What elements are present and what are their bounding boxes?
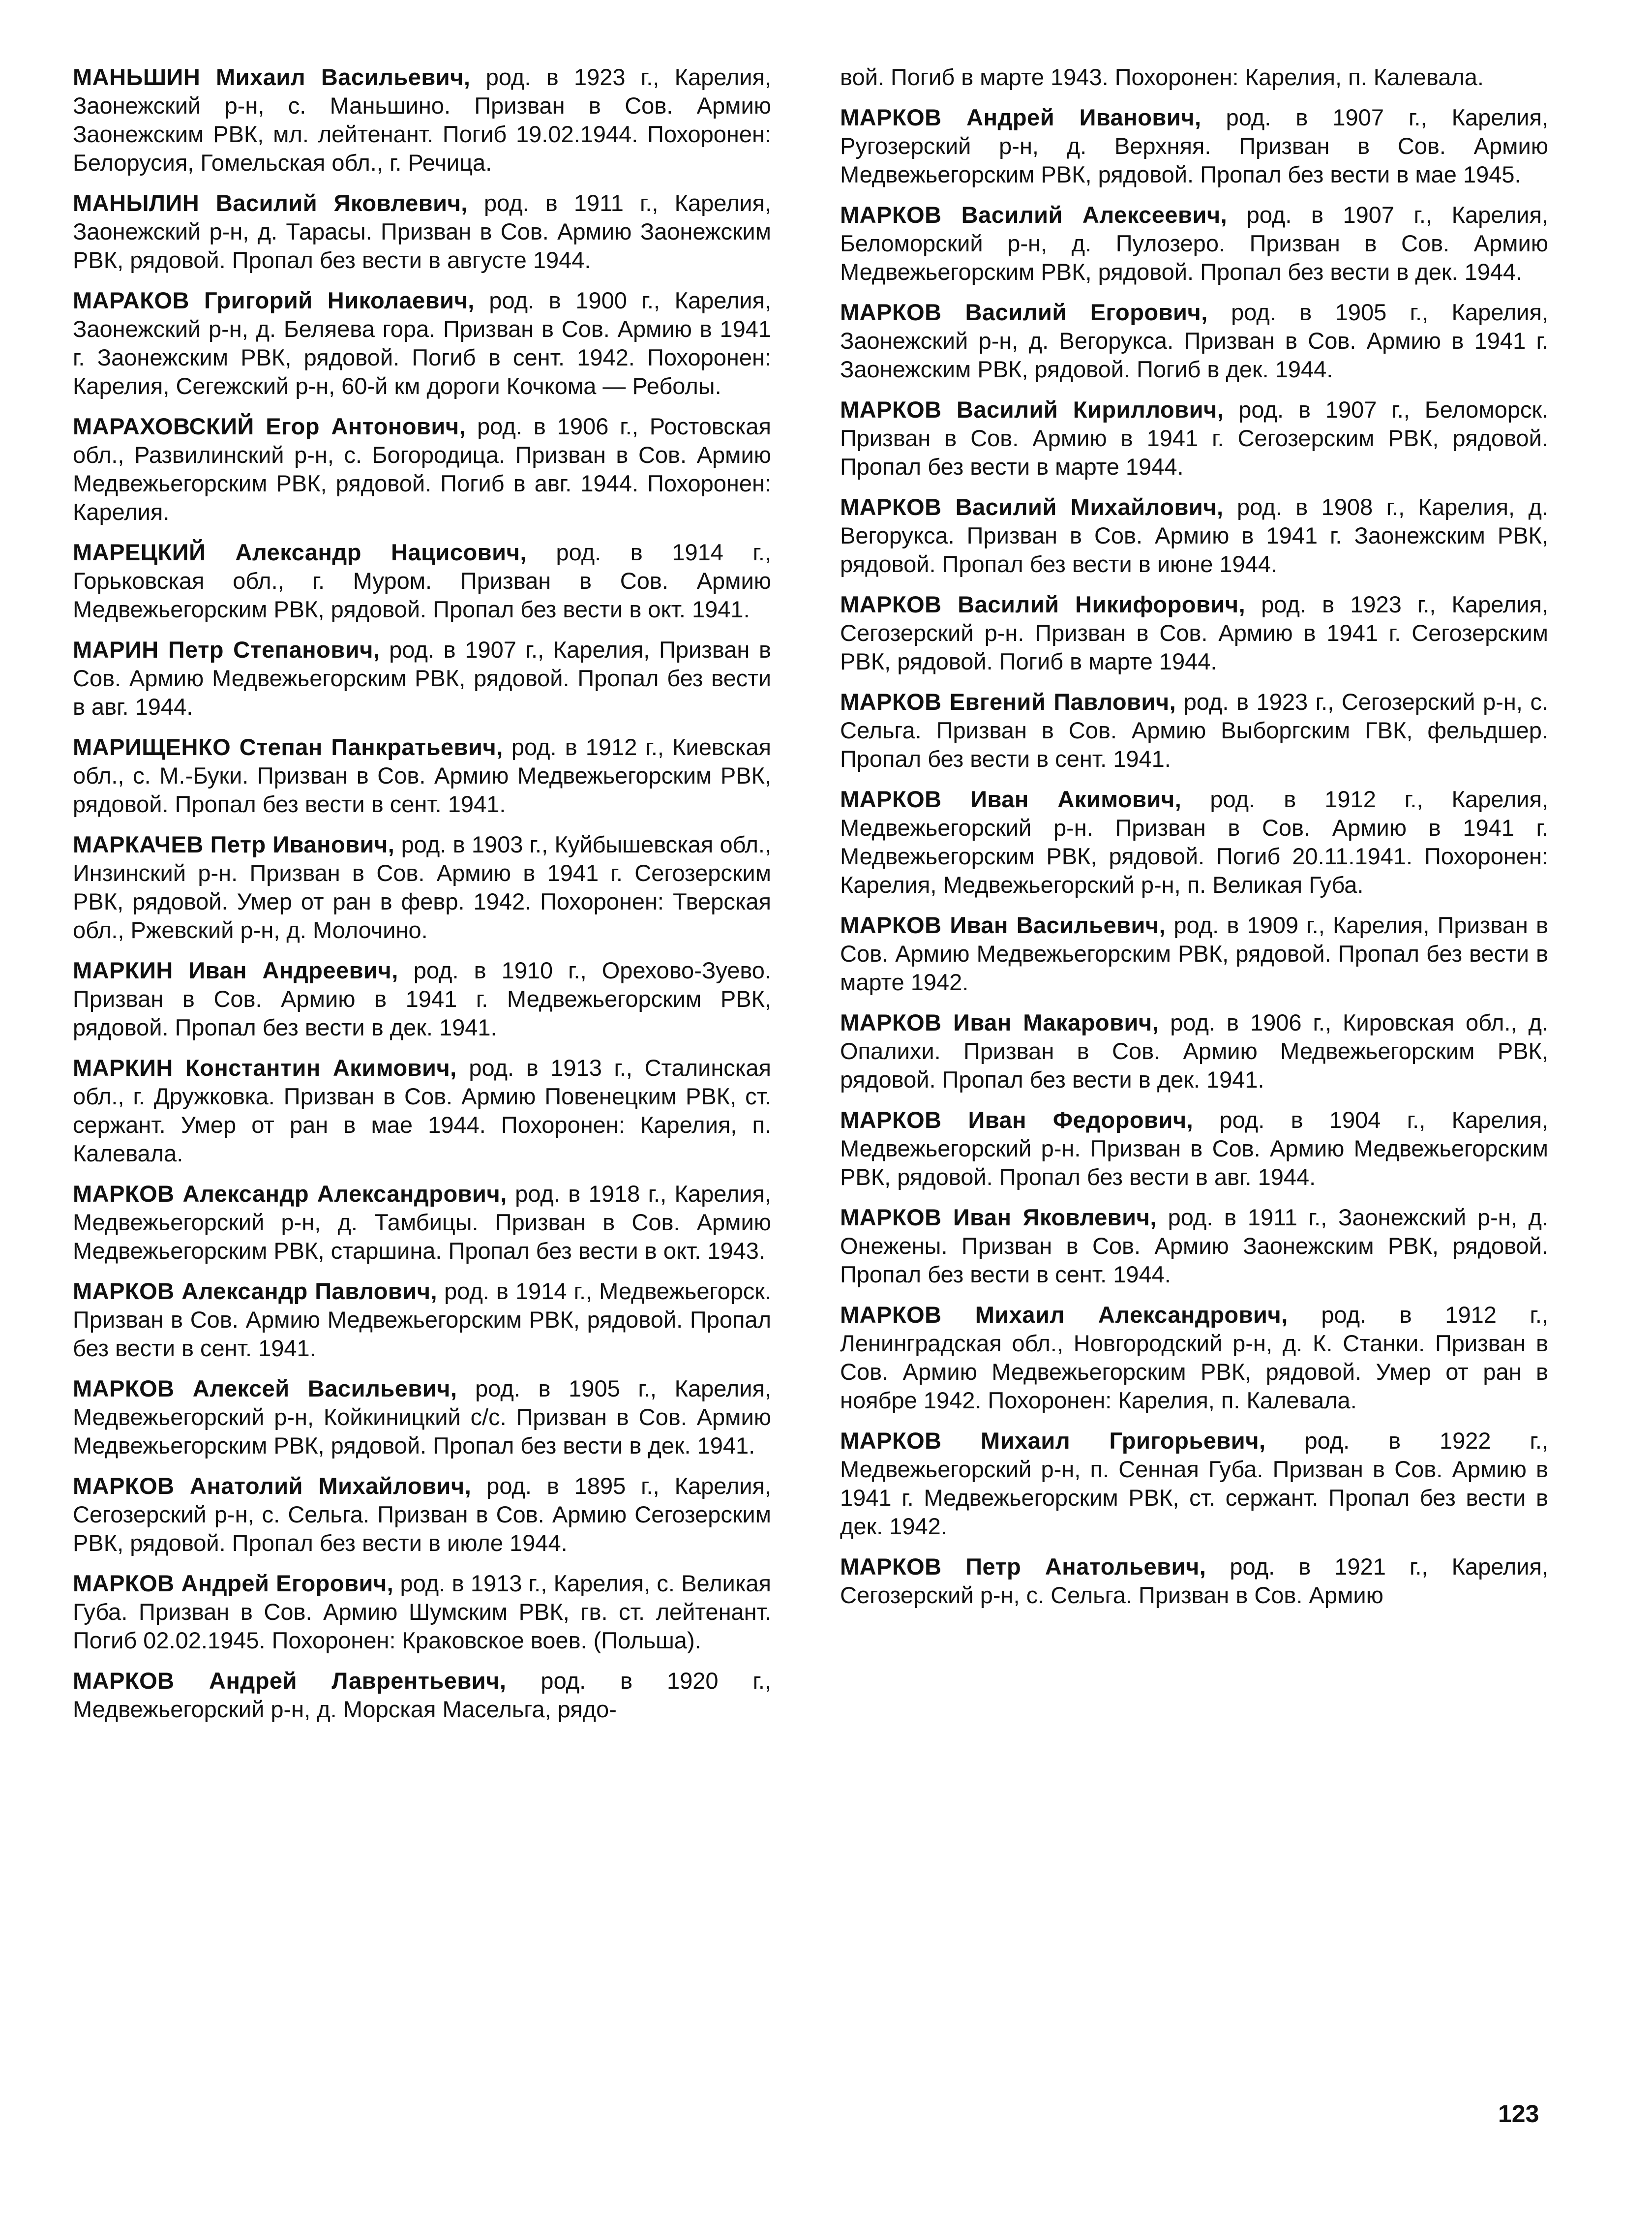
entry-text: род. в 1912 г., Ленинградская обл., Новгородский р-н, д. К. Станки. Призван в Сов. Армию Медвежьегорским РВК, рядовой. Умер от ран в ноябре 1942. Похоронен: Карелия, п. Калевала. (840, 1302, 1548, 1413)
entry-text: род. в 1909 г., Карелия, Призван в Сов. Армию Медвежьегорским РВК, рядовой. Пропал без вести в марте 1942. (840, 912, 1548, 995)
entry-text: род. в 1923 г., Карелия, Заонежский р-н, с. Маньшино. Призван в Сов. Армию Заонежским РВК, мл. лейтенант. Погиб 19.02.1944. Похоронен: Белорусия, Гомельская обл., г. Речица. (73, 64, 771, 176)
entry-text: вой. Погиб в марте 1943. Похоронен: Карелия, п. Калевала. (840, 64, 1484, 90)
entry-14 (73, 1569, 771, 1655)
entry-7 (73, 830, 771, 944)
entry-text: род. в 1903 г., Куйбышевская обл., Инзинский р-н. Призван в Сов. Армию в 1941 г. Сегозерским РВК, рядовой. Умер от ран в февр. 1942. Похоронен: Тверская обл., Ржевский р-н, д. Молочино. (73, 831, 772, 943)
entry-text: род. в 1907 г., Карелия, Беломорский р-н, д. Пулозеро. Призван в Сов. Армию Медвежьегорским РВК, рядовой. Пропал без вести в дек. 1944. (840, 202, 1548, 285)
entry-text: род. в 1907 г., Карелия, Ругозерский р-н, д. Верхняя. Призван в Сов. Армию Медвежьегорским РВК, рядовой. Пропал без вести в мае 1945. (840, 104, 1548, 187)
entry-name: МАРКОВ Андрей Лаврентьевич, (73, 1668, 507, 1694)
entry-name: МАРЕЦКИЙ Александр Нацисович, (73, 539, 527, 565)
entry-name: МАРКОВ Александр Александрович, (73, 1181, 507, 1207)
entry-30 (840, 1552, 1548, 1610)
entry-21 (840, 590, 1548, 676)
entry-19 (840, 395, 1548, 481)
entry-9 (73, 1054, 771, 1168)
entry-name: МАРКОВ Александр Павлович, (73, 1278, 438, 1304)
entry-13 (73, 1472, 771, 1557)
entry-name: МАРИН Петр Степанович, (73, 637, 380, 663)
entry-text: род. в 1914 г., Горьковская обл., г. Муром. Призван в Сов. Армию Медвежьегорским РВК, рядовой. Пропал без вести в окт. 1941. (73, 539, 771, 622)
entry-29 (840, 1427, 1548, 1541)
entry-23 (840, 785, 1548, 899)
entry-0 (73, 63, 771, 177)
entry-22 (840, 688, 1548, 773)
entry-3 (73, 412, 771, 526)
left-column (73, 63, 771, 1735)
entry-name: МАРКОВ Михаил Александрович, (840, 1302, 1288, 1328)
entry-text: род. в 1911 г., Карелия, Заонежский р-н, д. Тарасы. Призван в Сов. Армию Заонежским РВК, рядовой. Пропал без вести в августе 1944. (73, 190, 772, 273)
entry-text: род. в 1908 г., Карелия, д. Вегорукса. Призван в Сов. Армию в 1941 г. Заонежским РВК, рядовой. Пропал без вести в июне 1944. (840, 494, 1549, 577)
entry-17 (840, 201, 1548, 286)
entry-text: род. в 1907 г., Беломорск. Призван в Сов. Армию в 1941 г. Сегозерским РВК, рядовой. Пропал без вести в марте 1944. (840, 396, 1548, 480)
entry-8 (73, 956, 771, 1042)
entry-continuation (840, 63, 1548, 91)
entry-text: род. в 1904 г., Карелия, Медвежьегорский р-н. Призван в Сов. Армию Медвежьегорским РВК, рядовой. Пропал без вести в авг. 1944. (840, 1107, 1548, 1190)
entry-name: МАРКОВ Анатолий Михайлович, (73, 1473, 472, 1499)
entry-text: род. в 1912 г., Киевская обл., с. М.-Буки. Призван в Сов. Армию Медвежьегорским РВК, рядовой. Пропал без вести в сент. 1941. (73, 734, 771, 817)
entry-20 (840, 493, 1548, 578)
entry-name: МАНЬШИН Михаил Васильевич, (73, 64, 471, 90)
entry-text: род. в 1905 г., Карелия, Медвежьегорский р-н, Койкиницкий с/с. Призван в Сов. Армию Медвежьегорским РВК, рядовой. Пропал без вести в дек. 1941. (73, 1375, 771, 1459)
entry-name: МАРКОВ Иван Макарович, (840, 1009, 1159, 1035)
entry-name: МАРКОВ Евгений Павлович, (840, 689, 1176, 715)
entry-name: МАРКОВ Иван Васильевич, (840, 912, 1166, 938)
entry-1 (73, 189, 771, 274)
entry-name: МАРИЩЕНКО Степан Панкратьевич, (73, 734, 503, 760)
entry-text: род. в 1905 г., Карелия, Заонежский р-н, д. Вегорукса. Призван в Сов. Армию в 1941 г. Заонежским РВК, рядовой. Погиб в дек. 1944. (840, 299, 1548, 382)
entry-name: МАРКОВ Михаил Григорьевич, (840, 1428, 1266, 1454)
entry-name: МАРКОВ Петр Анатольевич, (840, 1553, 1206, 1580)
entry-26 (840, 1106, 1548, 1191)
entry-4 (73, 538, 771, 624)
entry-name: МАРКОВ Василий Никифорович, (840, 591, 1246, 617)
entry-text: род. в 1923 г., Сегозерский р-н, с. Сельга. Призван в Сов. Армию Выборгским ГВК, фельдшер. Пропал без вести в сент. 1941. (840, 689, 1549, 772)
entry-16 (840, 103, 1548, 189)
entry-name: МАРКИН Константин Акимович, (73, 1055, 457, 1081)
entry-text: род. в 1922 г., Медвежьегорский р-н, п. Сенная Губа. Призван в Сов. Армию в 1941 г. Медвежьегорским РВК, ст. сержант. Пропал без вести в дек. 1942. (840, 1428, 1549, 1539)
entry-name: МАРКОВ Иван Акимович, (840, 786, 1182, 812)
entry-name: МАРКОВ Василий Михайлович, (840, 494, 1224, 520)
entry-text: род. в 1918 г., Карелия, Медвежьегорский р-н, д. Тамбицы. Призван в Сов. Армию Медвежьегорским РВК, старшина. Пропал без вести в окт. 1943. (73, 1181, 771, 1264)
entry-name: МАРКИН Иван Андреевич, (73, 957, 398, 983)
entry-15 (73, 1667, 771, 1724)
entry-text: род. в 1911 г., Заонежский р-н, д. Онежены. Призван в Сов. Армию Заонежским РВК, рядовой. Пропал без вести в сент. 1944. (840, 1204, 1548, 1287)
entry-text: род. в 1912 г., Карелия, Медвежьегорский р-н. Призван в Сов. Армию в 1941 г. Медвежьегорским РВК, рядовой. Погиб 20.11.1941. Похоронен: Карелия, Медвежьегорский р-н, п. Великая Губа. (840, 786, 1548, 898)
entry-name: МАРКОВ Василий Егорович, (840, 299, 1208, 325)
entry-text: род. в 1923 г., Карелия, Сегозерский р-н. Призван в Сов. Армию в 1941 г. Сегозерским РВК, рядовой. Погиб в марте 1944. (840, 591, 1548, 674)
entry-text: род. в 1910 г., Орехово-Зуево. Призван в Сов. Армию в 1941 г. Медвежьегорским РВК, рядовой. Пропал без вести в дек. 1941. (73, 957, 771, 1040)
entry-24 (840, 911, 1548, 997)
entry-12 (73, 1374, 771, 1460)
entry-10 (73, 1180, 771, 1265)
right-column (840, 63, 1548, 1621)
entry-11 (73, 1277, 771, 1363)
entry-text: род. в 1921 г., Карелия, Сегозерский р-н, с. Сельга. Призван в Сов. Армию (840, 1553, 1548, 1608)
entry-5 (73, 636, 771, 721)
entry-name: МАРАХОВСКИЙ Егор Антонович, (73, 413, 466, 439)
entry-text: род. в 1906 г., Кировская обл., д. Опалихи. Призван в Сов. Армию Медвежьегорским РВК, рядовой. Пропал без вести в дек. 1941. (840, 1009, 1548, 1093)
entry-text: род. в 1907 г., Карелия, Призван в Сов. Армию Медвежьегорским РВК, рядовой. Пропал без вести в авг. 1944. (73, 637, 771, 720)
entry-name: МАРКОВ Василий Кириллович, (840, 396, 1224, 423)
entry-text: род. в 1914 г., Медвежьегорск. Призван в Сов. Армию Медвежьегорским РВК, рядовой. Пропал без вести в сент. 1941. (73, 1278, 771, 1361)
entry-name: МАРКОВ Иван Федорович, (840, 1107, 1194, 1133)
entry-25 (840, 1008, 1548, 1094)
page-number: 123 (1498, 2100, 1539, 2128)
entry-name: МАРКАЧЕВ Петр Иванович, (73, 831, 395, 857)
entry-text: род. в 1900 г., Карелия, Заонежский р-н, д. Беляева гора. Призван в Сов. Армию в 1941 г. Заонежским РВК, рядовой. Погиб в сент. 1942. Похоронен: Карелия, Сегежский р-н, 60-й км дороги Кочкома — Реболы. (73, 287, 772, 399)
entry-6 (73, 733, 771, 819)
entry-27 (840, 1203, 1548, 1289)
entry-text: род. в 1895 г., Карелия, Сегозерский р-н, с. Сельга. Призван в Сов. Армию Сегозерским РВК, рядовой. Пропал без вести в июле 1944. (73, 1473, 771, 1556)
entry-name: МАРКОВ Андрей Егорович, (73, 1570, 394, 1596)
entry-text: род. в 1906 г., Ростовская обл., Развилинский р-н, с. Богородица. Призван в Сов. Армию Медвежьегорским РВК, рядовой. Погиб в авг. 1944. Похоронен: Карелия. (73, 413, 771, 525)
entry-18 (840, 298, 1548, 384)
entry-name: МАРАКОВ Григорий Николаевич, (73, 287, 475, 313)
entry-text: род. в 1913 г., Сталинская обл., г. Дружковка. Призван в Сов. Армию Повенецким РВК, ст. сержант. Умер от ран в мае 1944. Похоронен: Карелия, п. Калевала. (73, 1055, 771, 1166)
entry-name: МАРКОВ Иван Яковлевич, (840, 1204, 1157, 1230)
entry-name: МАРКОВ Андрей Иванович, (840, 104, 1201, 130)
entry-2 (73, 286, 771, 400)
entry-name: МАРКОВ Василий Алексеевич, (840, 202, 1228, 228)
entry-text: род. в 1913 г., Карелия, с. Великая Губа. Призван в Сов. Армию Шумским РВК, гв. ст. лейтенант. Погиб 02.02.1945. Похоронен: Краковское воев. (Польша). (73, 1570, 771, 1653)
entry-name: МАНЫЛИН Василий Яковлевич, (73, 190, 468, 216)
entry-text: род. в 1920 г., Медвежьегорский р-н, д. Морская Масельга, рядо- (73, 1668, 771, 1722)
entry-28 (840, 1301, 1548, 1415)
entry-name: МАРКОВ Алексей Васильевич, (73, 1375, 457, 1401)
